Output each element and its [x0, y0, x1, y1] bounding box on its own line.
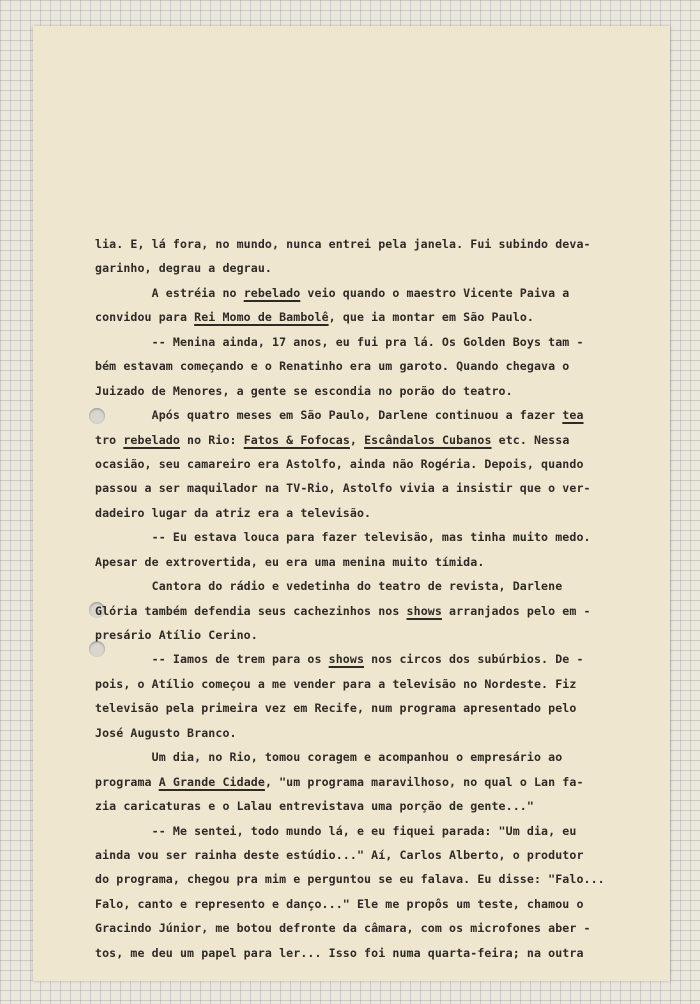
text-segment: dadeiro lugar da atriz era a televisão. — [95, 505, 372, 520]
text-segment: passou a ser maquilador na TV-Rio, Astolfo vivia a insistir que o ver- — [95, 481, 591, 496]
text-segment: Falo, canto e represento e danço..." Ele me propôs um teste, chamou o — [95, 896, 584, 911]
text-line — [95, 721, 670, 745]
text-line — [95, 599, 670, 623]
text-line — [95, 428, 670, 452]
text-segment: Glória também defendia seus cachezinhos nos — [95, 603, 407, 618]
text-line — [95, 672, 670, 696]
text-line — [95, 696, 670, 720]
text-segment: Após quatro meses em São Paulo, Darlene continuou a fazer — [95, 408, 563, 423]
underlined-title: rebelado — [243, 285, 301, 300]
text-segment: José Augusto Branco. — [95, 725, 237, 740]
text-segment: -- Menina ainda, 17 anos, eu fui pra lá. Os Golden Boys tam - — [95, 334, 584, 349]
text-segment: ainda vou ser rainha deste estúdio..." Aí, Carlos Alberto, o produtor — [95, 847, 584, 862]
text-line — [95, 843, 670, 867]
text-line — [95, 892, 670, 916]
underlined-title: Escândalos Cubanos — [364, 432, 492, 447]
text-line — [95, 403, 670, 427]
text-segment: bém estavam começando e o Renatinho era um garoto. Quando chegava o — [95, 359, 570, 374]
text-segment: arranjados pelo em - — [441, 603, 591, 618]
text-segment: nos circos dos subúrbios. De - — [364, 652, 584, 667]
text-line — [95, 916, 670, 940]
underlined-title: Fatos & Fofocas — [243, 432, 350, 447]
text-line — [95, 819, 670, 843]
text-line — [95, 330, 670, 354]
text-segment: -- Me sentei, todo mundo lá, e eu fiquei parada: "Um dia, eu — [95, 823, 577, 838]
underlined-title: shows — [406, 603, 442, 618]
text-line — [95, 305, 670, 329]
text-segment: , — [349, 432, 365, 447]
text-segment: do programa, chegou pra mim e perguntou se eu falava. Eu disse: "Falo... — [95, 872, 605, 887]
underlined-title: A Grande Cidade — [158, 774, 265, 789]
text-segment: tro — [95, 432, 124, 447]
text-segment: Um dia, no Rio, tomou coragem e acompanhou o empresário ao — [95, 750, 563, 765]
text-segment: Cantora do rádio e vedetinha do teatro de revista, Darlene — [95, 579, 563, 594]
text-line — [95, 647, 670, 671]
text-line — [95, 354, 670, 378]
text-line — [95, 232, 670, 256]
text-segment: zia caricaturas e o Lalau entrevistava uma porção de gente..." — [95, 799, 534, 814]
text-line — [95, 794, 670, 818]
underlined-title: tea — [562, 408, 584, 423]
text-line — [95, 941, 670, 965]
text-segment: garinho, degrau a degrau. — [95, 261, 273, 276]
text-segment: Juizado de Menores, a gente se escondia no porão do teatro. — [95, 383, 513, 398]
text-segment: no Rio: — [179, 432, 244, 447]
underlined-title: Rei Momo de Bambolê — [194, 310, 329, 325]
text-segment: lia. E, lá fora, no mundo, nunca entrei pela janela. Fui subindo deva- — [95, 237, 591, 251]
text-segment: , "um programa maravilhoso, no qual o Lan fa- — [264, 774, 584, 789]
text-line — [95, 256, 670, 280]
text-line — [95, 867, 670, 891]
typewritten-text — [95, 232, 670, 965]
text-segment: presário Atílio Cerino. — [95, 628, 258, 642]
text-segment: , que ia montar em São Paulo. — [328, 310, 534, 325]
text-segment: programa — [95, 774, 159, 789]
text-segment: A estréia no — [95, 285, 244, 300]
underlined-title: shows — [328, 652, 365, 667]
text-line — [95, 550, 670, 574]
text-segment: -- Eu estava louca para fazer televisão, mas tinha muito medo. — [95, 530, 591, 545]
text-segment: convidou para — [95, 310, 195, 325]
text-line — [95, 379, 670, 403]
text-segment: etc. Nessa — [491, 432, 570, 447]
text-segment: ocasião, seu camareiro era Astolfo, ainda não Rogéria. Depois, quando — [95, 456, 584, 471]
text-line — [95, 770, 670, 794]
text-line — [95, 452, 670, 476]
text-line — [95, 281, 670, 305]
text-segment: veio quando o maestro Vicente Paiva a — [300, 285, 570, 300]
text-segment: televisão pela primeira vez em Recife, num programa apresentado pelo — [95, 701, 577, 716]
text-line — [95, 623, 670, 647]
text-segment: Apesar de extrovertida, eu era uma menina muito tímida. — [95, 554, 485, 569]
text-line — [95, 574, 670, 598]
text-line — [95, 745, 670, 769]
text-line — [95, 525, 670, 549]
text-line — [95, 476, 670, 500]
text-line — [95, 501, 670, 525]
underlined-title: rebelado — [123, 432, 180, 447]
text-segment: -- Iamos de trem para os — [95, 652, 329, 667]
text-segment: pois, o Atílio começou a me vender para a televisão no Nordeste. Fiz — [95, 676, 577, 691]
typewritten-page — [33, 26, 670, 981]
text-segment: tos, me deu um papel para ler... Isso foi numa quarta-feira; na outra — [95, 945, 584, 960]
text-segment: Gracindo Júnior, me botou defronte da câmara, com os microfones aber - — [95, 921, 591, 936]
